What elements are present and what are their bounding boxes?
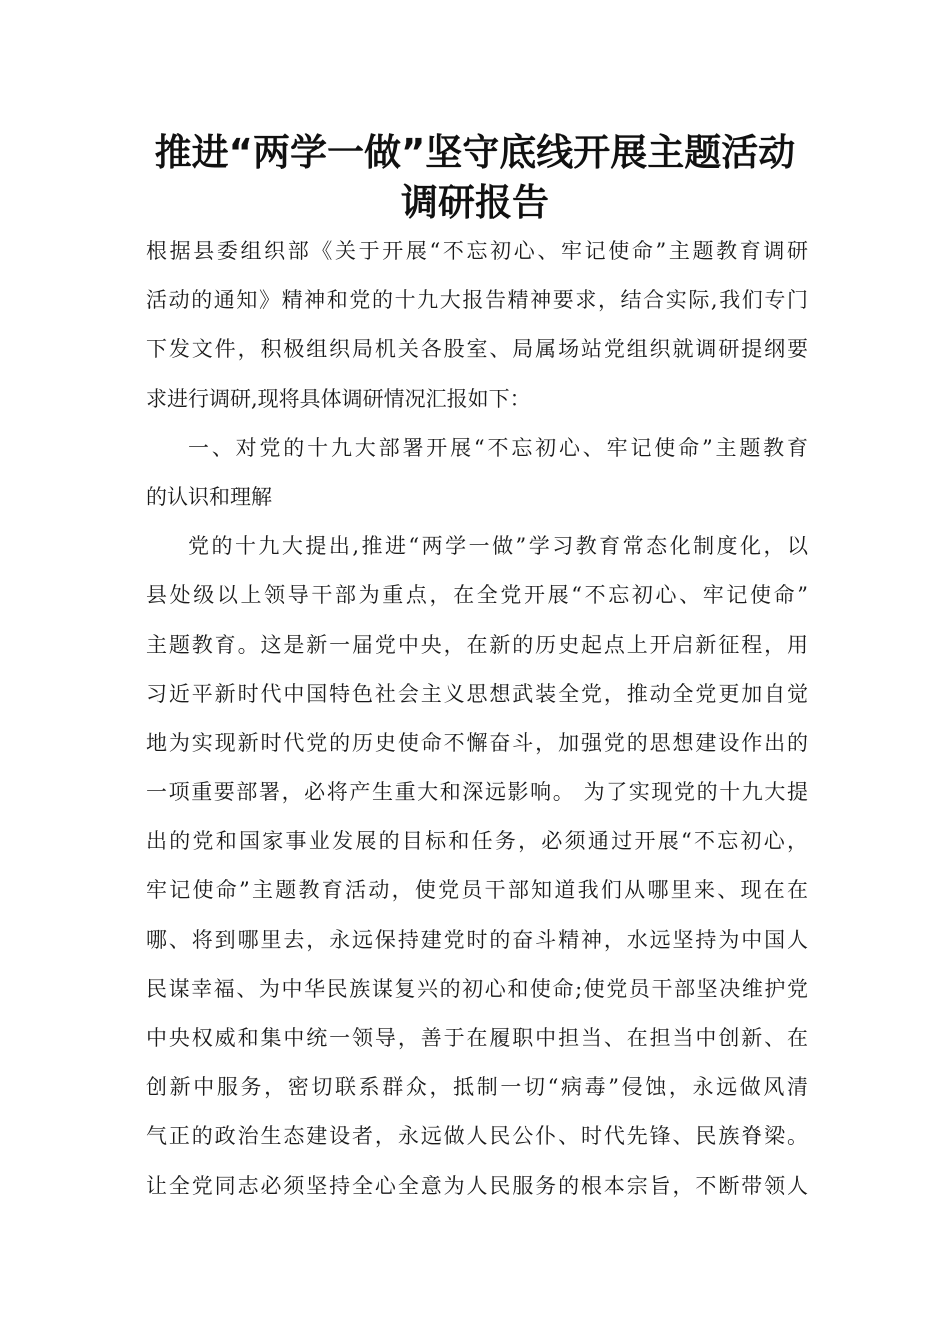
- body-text-line: 让全党同志必须坚持全心全意为人民服务的根本宗旨，不断带领人: [146, 1173, 808, 1198]
- document-title-line-1: 推进“两学一做”坚守底线开展主题活动: [154, 131, 796, 174]
- body-text-line: 县处级以上领导干部为重点，在全党开展“不忘初心、牢记使命”: [146, 583, 808, 608]
- body-text-line: 一项重要部署，必将产生重大和深远影响。 为了实现党的十九大提: [146, 780, 808, 805]
- body-text-line: 哪、将到哪里去，永远保持建党时的奋斗精神，水远坚持为中国人: [146, 927, 808, 952]
- body-text-line: 根据县委组织部《关于开展“不忘初心、牢记使命”主题教育调研: [146, 239, 808, 263]
- body-text-line: 民谋幸福、为中华民族谋复兴的初心和使命;使党员干部坚决维护党: [146, 976, 808, 1001]
- body-text-line: 牢记使命”主题教育活动，使党员干部知道我们从哪里来、现在在: [146, 878, 808, 903]
- document-title-line-2: 调研报告: [401, 181, 549, 224]
- body-text-line: 求进行调研,现将具体调研情况汇报如下：: [146, 386, 531, 411]
- body-text-line: 创新中服务，密切联系群众，抵制一切“病毒”侵蚀，永远做风清: [146, 1075, 808, 1100]
- body-text-line: 活动的通知》精神和党的十九大报告精神要求，结合实际,我们专门: [146, 288, 808, 313]
- body-text-line: 主题教育。这是新一届党中央，在新的历史起点上开启新征程，用: [146, 632, 808, 657]
- body-text-line: 习近平新时代中国特色社会主义思想武装全党，推动全党更加自觉: [146, 681, 808, 706]
- body-text-line: 下发文件，积极组织局机关各股室、局属场站党组织就调研提纲要: [146, 337, 808, 362]
- body-text-line: 党的十九大提出,推进“两学一做”学习教育常态化制度化，以: [188, 534, 808, 559]
- body-text-line: 气正的政治生态建设者，永远做人民公仆、时代先锋、民族脊梁。: [146, 1124, 808, 1149]
- body-text-line: 出的党和国家事业发展的目标和任务，必须通过开展“不忘初心，: [146, 829, 808, 854]
- document-body: [146, 227, 808, 1211]
- body-text-line: 的认识和理解: [146, 484, 272, 509]
- body-text-line: 中央权威和集中统一领导，善于在履职中担当、在担当中创新、在: [146, 1026, 808, 1050]
- body-text-line: 地为实现新时代党的历史使命不懈奋斗，加强党的思想建设作出的: [146, 730, 808, 755]
- body-text-line: 一、对党的十九大部署开展“不忘初心、牢记使命”主题教育: [188, 435, 808, 460]
